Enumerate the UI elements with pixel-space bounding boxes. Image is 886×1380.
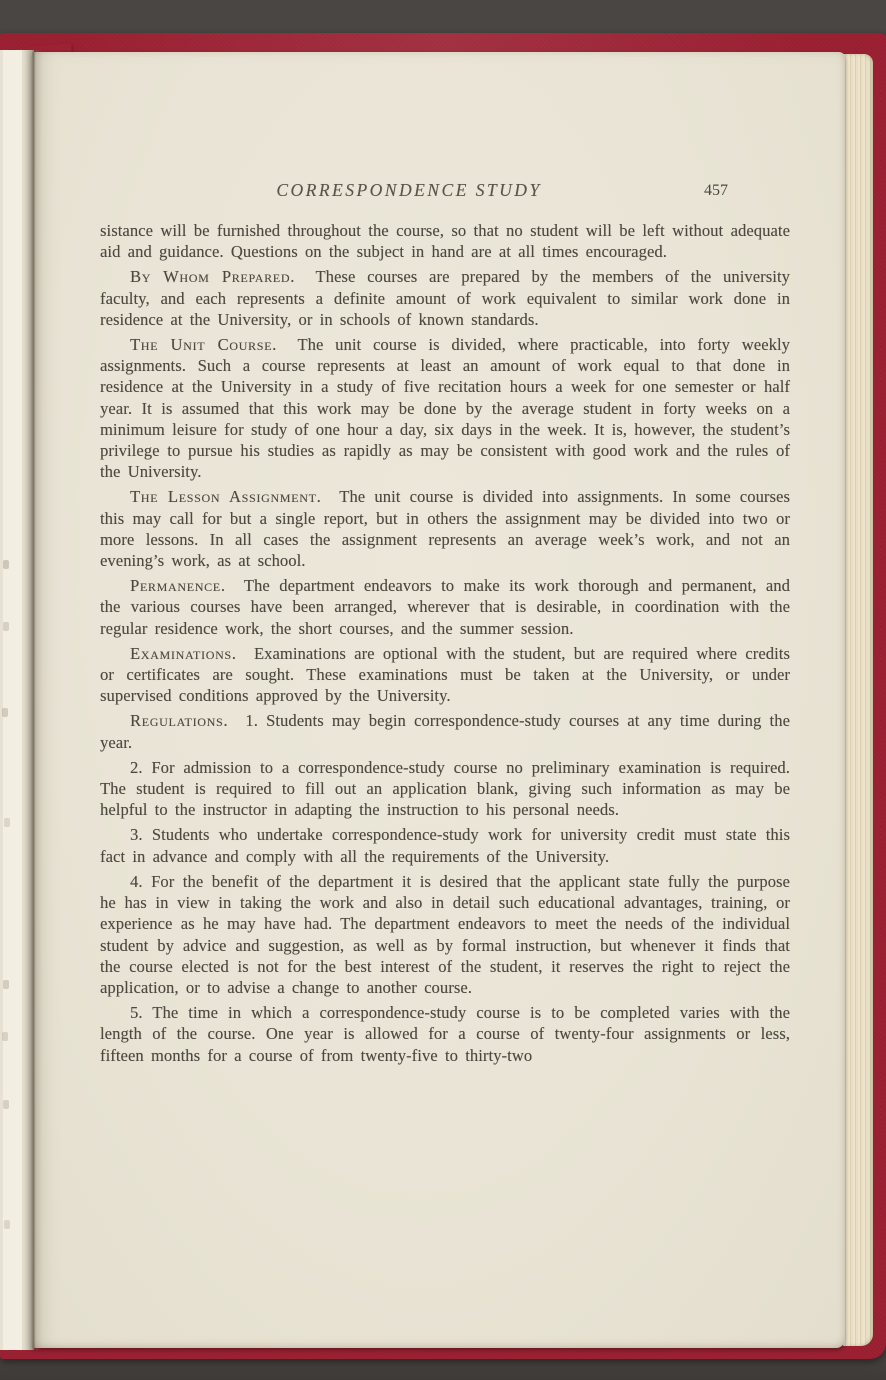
paragraph-text: The unit course is divided into assignments. In some courses this may call for but a single report, but in others the assignment may be divided into two or more lessons. In all cases the assignment represents an average week’s work, and not an evening’s work, as at school. <box>100 487 790 571</box>
paragraph-text: 5. The time in which a correspondence-study course is to be completed varies with the length of the course. One year is allowed for a course of twenty-four assignments or less, fifteen months for a course of from twenty-five to thirty-two <box>100 1003 790 1065</box>
paragraph-text: 2. For admission to a correspondence-study course no preliminary examination is required. The student is required to fill out an application blank, giving such information as may be helpful to the instructor in adapting the instruction to his personal needs. <box>100 757 790 820</box>
page-fore-edge <box>843 54 873 1346</box>
paragraph-text: Examinations are optional with the student, but are required where credits or certificates are sought. These examinations must be taken at the University, or under supervised conditions approved by the University. <box>100 643 790 706</box>
paragraph <box>100 757 790 821</box>
paragraph <box>100 1002 790 1066</box>
paragraph-heading: The Lesson Assignment. <box>130 487 322 507</box>
paragraph-heading: The Unit Course. <box>130 335 277 355</box>
page-number: 457 <box>704 182 728 199</box>
paragraph <box>100 643 790 707</box>
paragraph-text: The department endeavors to make its work thorough and permanent, and the various courses have been arranged, wherever that is desirable, in coordination with the regular residence work, the short courses, and the summer session. <box>100 576 790 638</box>
book-page <box>32 52 845 1348</box>
paragraph-heading: By Whom Prepared. <box>130 267 296 287</box>
running-title: CORRESPONDENCE STUDY <box>276 180 542 200</box>
paragraph <box>100 266 790 330</box>
paragraph-heading: Examinations. <box>130 643 237 663</box>
paragraph-text: 1. Students may begin correspondence-study courses at any time during the year. <box>100 711 790 752</box>
paragraph-text: 4. For the benefit of the department it is desired that the applicant state fully the purpose he has in view in taking the work and also in detail such educational advantages, training, or experience as he may have had. The department endeavors to meet the needs of the individual student by advice and suggestion, as well as by formal instruction, but whenever it finds that the course elected is not for the best interest of the student, it reserves the right to reject the application, or to advise a change to another course. <box>100 871 790 997</box>
previous-page-edge <box>0 50 34 1350</box>
paragraph-text: These courses are prepared by the members of the university faculty, and each represents a definite amount of work equivalent to similar work done in residence at the University, or in schools of known standards. <box>100 267 790 329</box>
paragraph <box>100 486 790 571</box>
paragraph-text: sistance will be furnished throughout the course, so that no student will be left without adequate aid and guidance. Questions on the subject in hand are at all times encouraged. <box>100 221 790 262</box>
paragraph <box>100 824 790 866</box>
paragraph <box>100 334 790 482</box>
text-block <box>100 52 790 1066</box>
paragraph <box>100 220 790 262</box>
paragraph-heading: Regulations. <box>130 711 229 731</box>
paragraph-heading: Permanence. <box>130 576 226 596</box>
paragraph <box>100 871 790 998</box>
page-header <box>100 180 790 204</box>
paragraph-text: 3. Students who undertake correspondence-study work for university credit must state this fact in advance and comply with all the requirements of the University. <box>100 825 790 866</box>
paragraph-text: The unit course is divided, where practicable, into forty weekly assignments. Such a course represents at least an amount of work equal to that done in residence at the University in a study of five recitation hours a week for one semester or half year. It is assumed that this work may be done by the average student in forty weeks on a minimum leisure for study of one hour a day, six days in the week. It is, however, the student’s privilege to pursue his studies as rapidly as may be consistent with good work and the rules of the University. <box>100 335 790 482</box>
page-edge-marks <box>3 560 9 569</box>
paragraph <box>100 710 790 752</box>
paragraph <box>100 575 790 639</box>
